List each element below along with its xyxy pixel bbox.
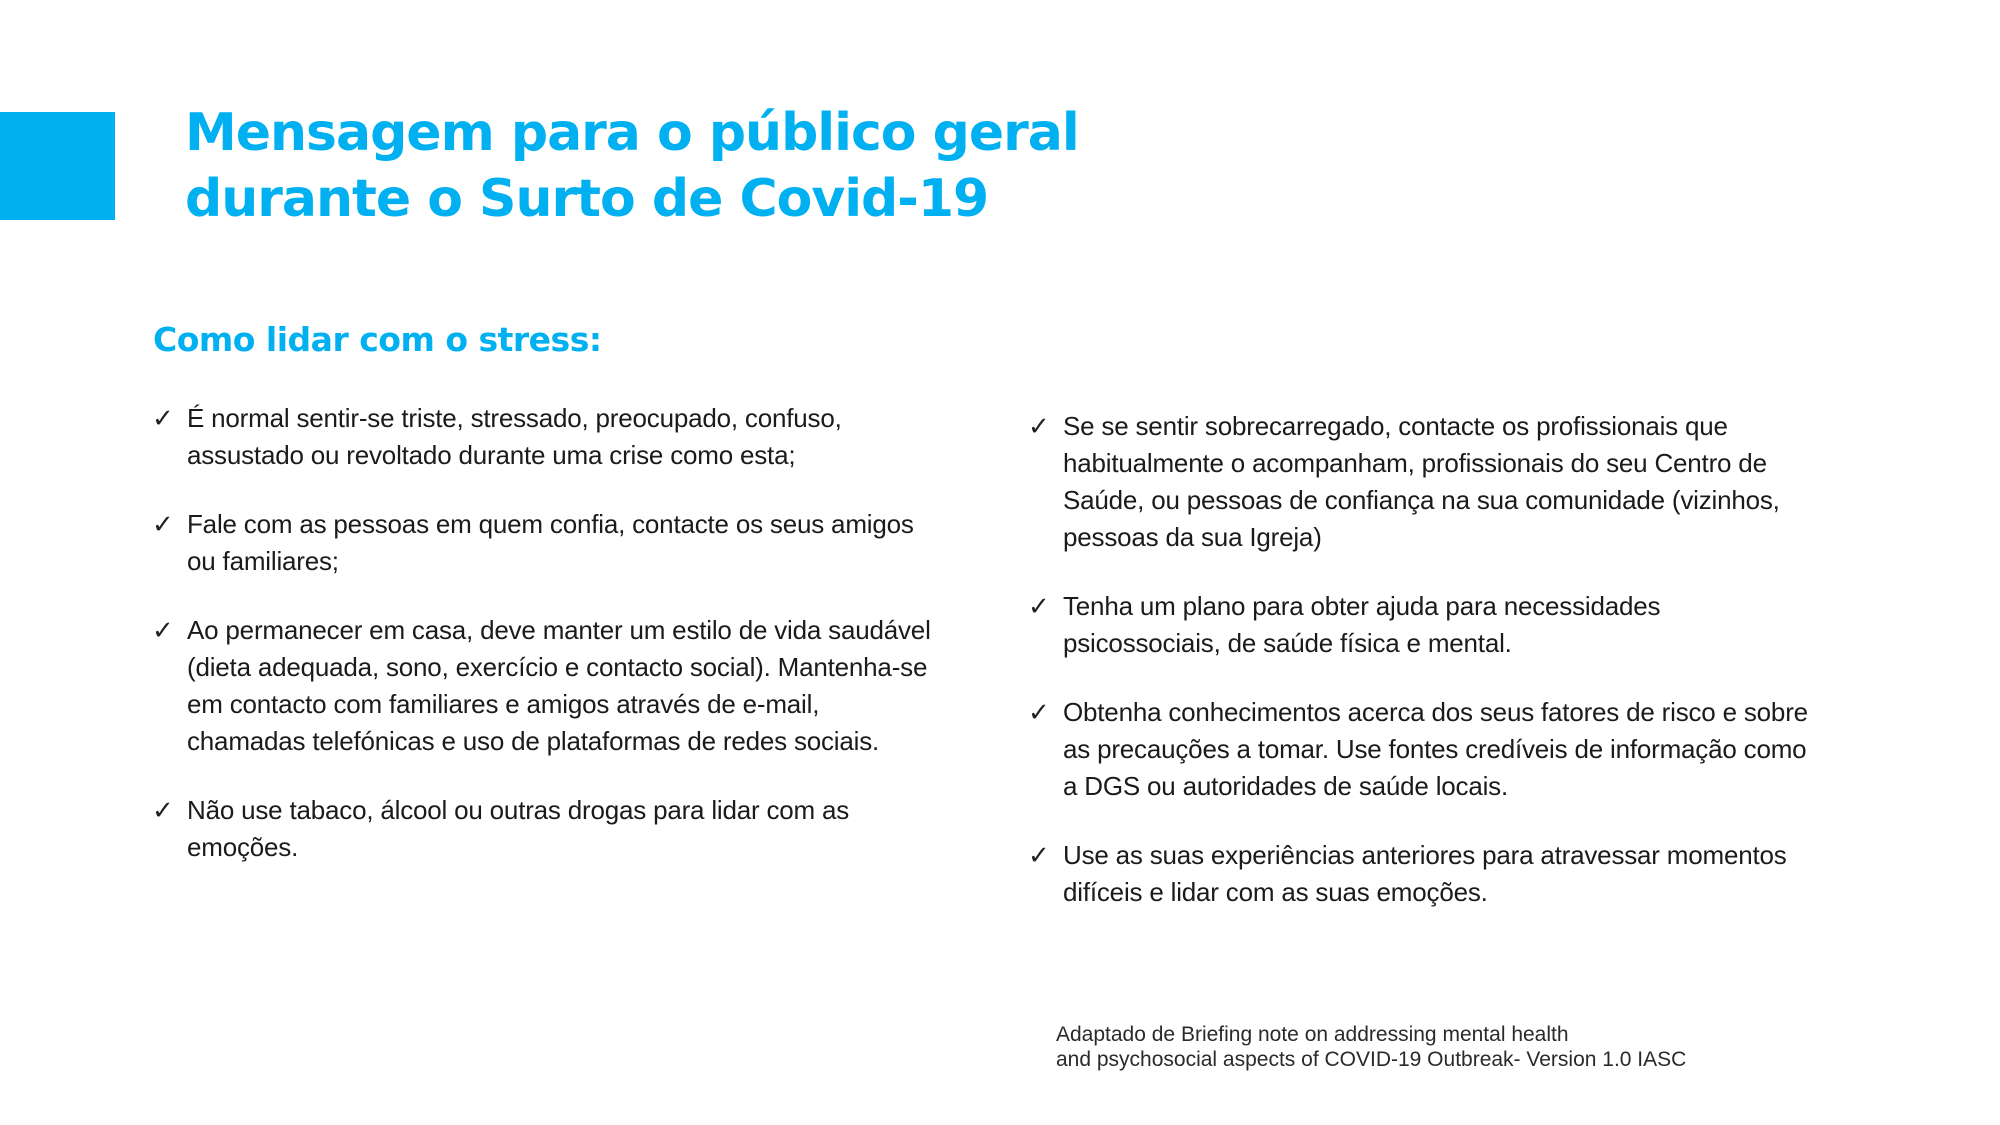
bullet-text: Obtenha conhecimentos acerca dos seus fatores de risco e sobre as precauções a tomar. Use fontes credíveis de informação como a DGS ou autoridades de saúde locais. [1063, 697, 1808, 801]
section-heading: Como lidar com o stress: [153, 320, 602, 359]
accent-square [0, 112, 115, 220]
checkmark-icon: ✓ [1028, 411, 1050, 441]
slide-title [185, 100, 1285, 232]
bullet-item [1028, 588, 1818, 662]
bullet-item [152, 612, 942, 760]
checkmark-icon: ✓ [1028, 591, 1050, 621]
bullet-text: É normal sentir-se triste, stressado, preocupado, confuso, assustado ou revoltado durante uma crise como esta; [187, 403, 842, 470]
bullet-item [152, 400, 942, 474]
bullet-text: Tenha um plano para obter ajuda para necessidades psicossociais, de saúde física e mental. [1063, 591, 1661, 658]
source-attribution-line-1: Adaptado de Briefing note on addressing mental health [1056, 1023, 1569, 1046]
bullet-item [152, 792, 942, 866]
checkmark-icon: ✓ [1028, 697, 1050, 727]
bullet-item [1028, 694, 1818, 805]
bullet-text: Use as suas experiências anteriores para atravessar momentos difíceis e lidar com as suas emoções. [1063, 840, 1787, 907]
bullet-item [1028, 408, 1818, 556]
checkmark-icon: ✓ [152, 403, 174, 433]
bullet-text: Se se sentir sobrecarregado, contacte os profissionais que habitualmente o acompanham, profissionais do seu Centro de Saúde, ou pessoas de confiança na sua comunidade (vizinhos, pessoas da sua Igreja) [1063, 411, 1780, 552]
source-attribution-line-2: and psychosocial aspects of COVID-19 Outbreak- Version 1.0 IASC [1056, 1048, 1687, 1071]
bullet-text: Não use tabaco, álcool ou outras drogas para lidar com as emoções. [187, 795, 850, 862]
slide-title-line-2: durante o Surto de Covid-19 [185, 169, 989, 229]
checkmark-icon: ✓ [152, 615, 174, 645]
left-bullet-column [152, 400, 942, 898]
checkmark-icon: ✓ [152, 795, 174, 825]
slide-title-line-1: Mensagem para o público geral [185, 103, 1079, 163]
bullet-text: Fale com as pessoas em quem confia, contacte os seus amigos ou familiares; [187, 509, 914, 576]
right-bullet-column [1028, 408, 1818, 943]
checkmark-icon: ✓ [1028, 840, 1050, 870]
bullet-item [152, 506, 942, 580]
checkmark-icon: ✓ [152, 509, 174, 539]
source-attribution [1056, 1022, 1686, 1072]
bullet-text: Ao permanecer em casa, deve manter um estilo de vida saudável (dieta adequada, sono, exercício e contacto social). Mantenha-se em contacto com familiares e amigos através de e-mail, chamadas telefónicas e uso de plataformas de redes sociais. [187, 615, 931, 756]
bullet-item [1028, 837, 1818, 911]
